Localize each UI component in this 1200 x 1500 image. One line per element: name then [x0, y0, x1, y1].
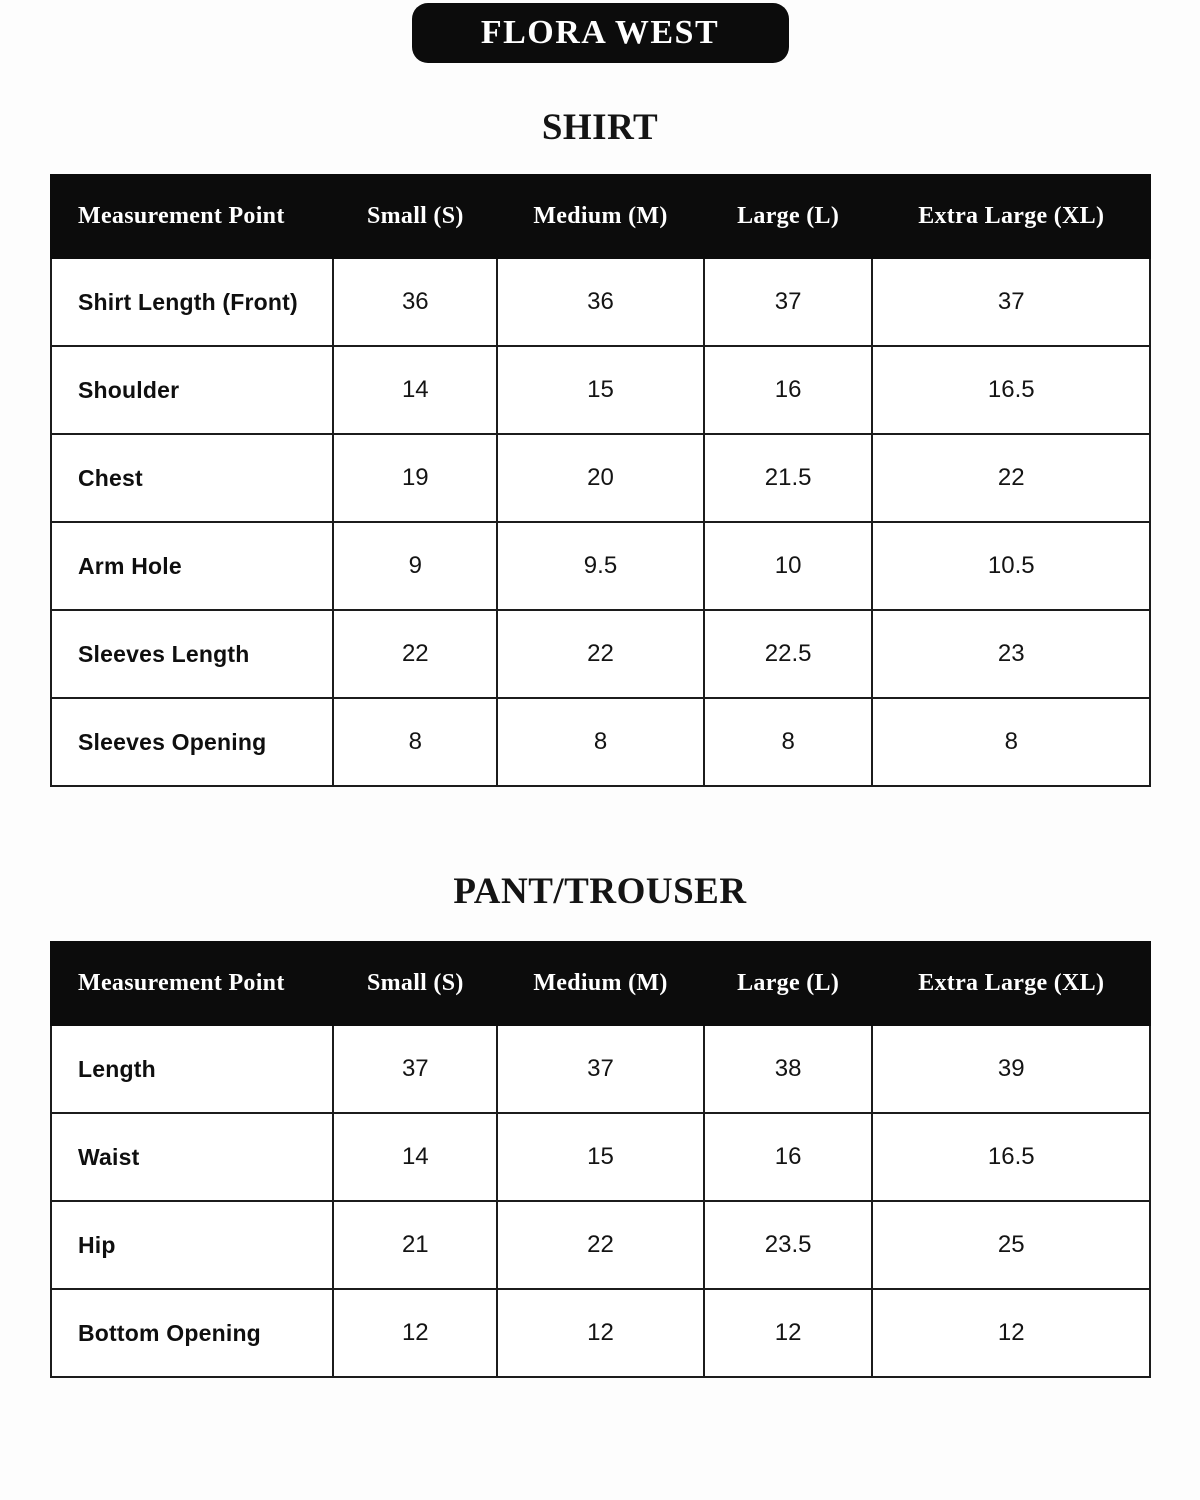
cell-value: 15	[497, 1113, 704, 1201]
row-label: Waist	[51, 1113, 333, 1201]
cell-value: 8	[704, 698, 873, 786]
row-label: Hip	[51, 1201, 333, 1289]
cell-value: 38	[704, 1025, 873, 1113]
column-header: Measurement Point	[51, 942, 333, 1025]
shirt-table-header	[51, 175, 1150, 258]
shirt-table-body	[51, 258, 1150, 786]
pant-section-title: PANT/TROUSER	[453, 871, 747, 912]
cell-value: 9.5	[497, 522, 704, 610]
cell-value: 37	[704, 258, 873, 346]
table-row	[51, 434, 1150, 522]
cell-value: 21	[333, 1201, 497, 1289]
cell-value: 23.5	[704, 1201, 873, 1289]
cell-value: 8	[333, 698, 497, 786]
column-header: Large (L)	[704, 942, 873, 1025]
size-chart-page	[0, 3, 1200, 1500]
column-header: Medium (M)	[497, 942, 704, 1025]
shirt-section-title: SHIRT	[541, 107, 659, 148]
column-header: Medium (M)	[497, 175, 704, 258]
row-label: Bottom Opening	[51, 1289, 333, 1377]
cell-value: 37	[333, 1025, 497, 1113]
cell-value: 12	[704, 1289, 873, 1377]
cell-value: 16.5	[872, 1113, 1150, 1201]
row-label: Sleeves Length	[51, 610, 333, 698]
column-header: Large (L)	[704, 175, 873, 258]
table-row	[51, 610, 1150, 698]
cell-value: 19	[333, 434, 497, 522]
table-row	[51, 698, 1150, 786]
cell-value: 16	[704, 1113, 873, 1201]
table-row	[51, 522, 1150, 610]
column-header: Measurement Point	[51, 175, 333, 258]
cell-value: 10	[704, 522, 873, 610]
cell-value: 8	[497, 698, 704, 786]
pant-table-header	[51, 942, 1150, 1025]
cell-value: 39	[872, 1025, 1150, 1113]
header-row	[51, 942, 1150, 1025]
column-header: Extra Large (XL)	[872, 175, 1150, 258]
header-row	[51, 175, 1150, 258]
cell-value: 22	[872, 434, 1150, 522]
row-label: Sleeves Opening	[51, 698, 333, 786]
cell-value: 16	[704, 346, 873, 434]
table-row	[51, 1201, 1150, 1289]
column-header: Small (S)	[333, 942, 497, 1025]
cell-value: 21.5	[704, 434, 873, 522]
cell-value: 36	[333, 258, 497, 346]
cell-value: 12	[333, 1289, 497, 1377]
cell-value: 12	[497, 1289, 704, 1377]
table-row	[51, 1289, 1150, 1377]
cell-value: 22	[497, 1201, 704, 1289]
table-row	[51, 1113, 1150, 1201]
pant-table-body	[51, 1025, 1150, 1377]
cell-value: 37	[497, 1025, 704, 1113]
table-row	[51, 258, 1150, 346]
brand-badge	[412, 3, 789, 63]
cell-value: 22	[497, 610, 704, 698]
cell-value: 10.5	[872, 522, 1150, 610]
cell-value: 25	[872, 1201, 1150, 1289]
row-label: Shoulder	[51, 346, 333, 434]
column-header: Small (S)	[333, 175, 497, 258]
cell-value: 9	[333, 522, 497, 610]
column-header: Extra Large (XL)	[872, 942, 1150, 1025]
brand-logo-text: FLORA WEST	[480, 14, 720, 51]
shirt-size-table	[50, 174, 1151, 787]
cell-value: 22	[333, 610, 497, 698]
cell-value: 36	[497, 258, 704, 346]
cell-value: 15	[497, 346, 704, 434]
cell-value: 16.5	[872, 346, 1150, 434]
cell-value: 23	[872, 610, 1150, 698]
cell-value: 14	[333, 346, 497, 434]
row-label: Shirt Length (Front)	[51, 258, 333, 346]
cell-value: 8	[872, 698, 1150, 786]
cell-value: 12	[872, 1289, 1150, 1377]
row-label: Chest	[51, 434, 333, 522]
cell-value: 37	[872, 258, 1150, 346]
cell-value: 20	[497, 434, 704, 522]
cell-value: 14	[333, 1113, 497, 1201]
pant-size-table	[50, 941, 1151, 1378]
row-label: Arm Hole	[51, 522, 333, 610]
table-row	[51, 1025, 1150, 1113]
cell-value: 22.5	[704, 610, 873, 698]
table-row	[51, 346, 1150, 434]
row-label: Length	[51, 1025, 333, 1113]
